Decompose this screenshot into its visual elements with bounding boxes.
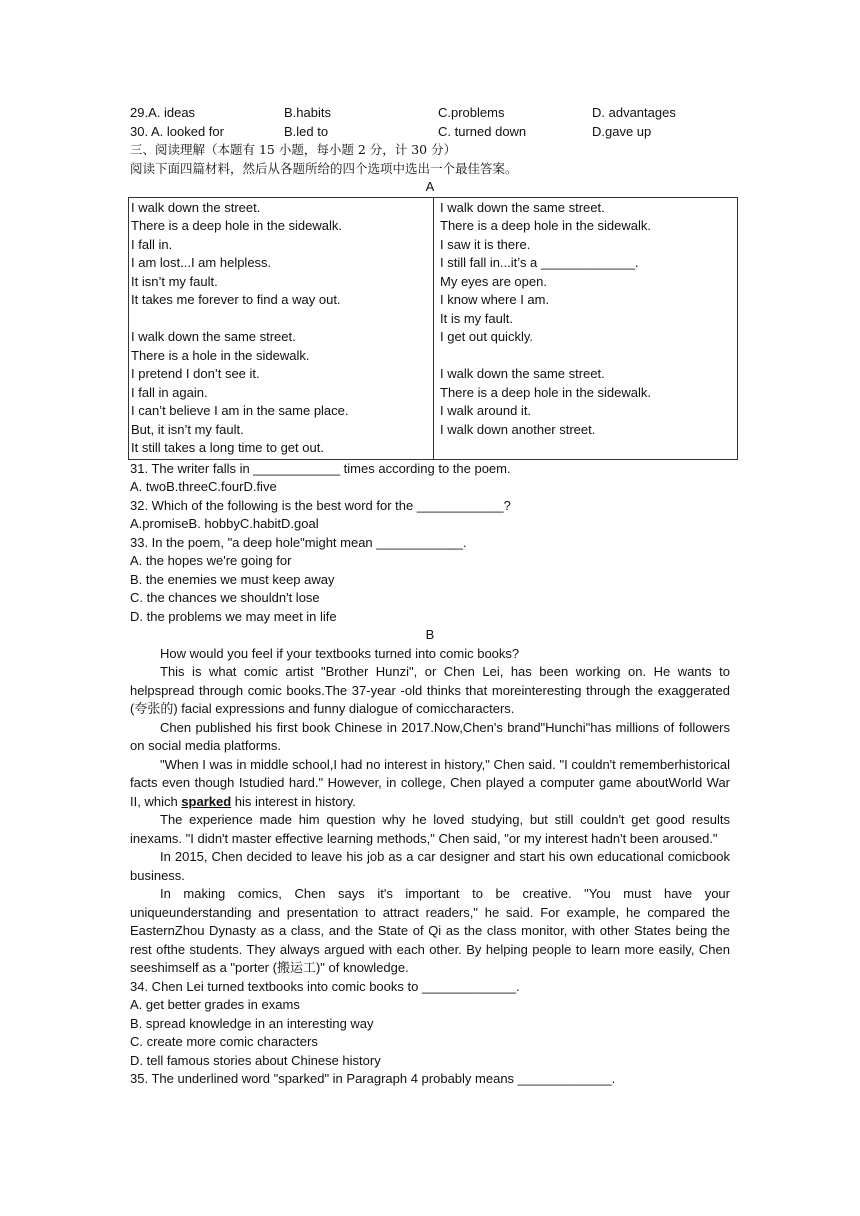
poem-left-line: I fall in. xyxy=(131,236,173,252)
q29-option-c: C.problems xyxy=(438,105,505,120)
q30-option-b: B.led to xyxy=(284,123,329,139)
poem-right-line: I walk down the same street. xyxy=(440,199,605,215)
question-35 xyxy=(130,1070,730,1089)
poem-left-line: I am lost...I am helpless. xyxy=(131,255,272,270)
poem-left-line: There is a deep hole in the sidewalk. xyxy=(131,218,343,233)
poem-left-line: I walk down the same street. xyxy=(131,329,296,344)
underlined-word-sparked: sparked xyxy=(181,793,232,809)
poem-left-line: But, it isn’t my fault. xyxy=(131,421,244,437)
q30-option-a: 30. A. looked for xyxy=(130,123,224,139)
poem-right-line: I walk down the same street. xyxy=(440,366,605,381)
passage-b-paragraph-5: The experience made him question why he loved studying, but still couldn't get good results inexams. "I didn't master effective learning methods," Chen said, "or my interest hadn't been aroused." xyxy=(130,812,730,846)
question-34 xyxy=(130,978,730,1071)
q33-option-c: C. the chances we shouldn't lose xyxy=(130,590,320,605)
question-32 xyxy=(130,497,730,534)
poem-right-line xyxy=(440,347,737,366)
poem-left-line xyxy=(131,310,433,329)
poem-left-column xyxy=(129,198,433,459)
paragraph-4-text-after: his interest in history. xyxy=(231,793,356,809)
poem-right-line: My eyes are open. xyxy=(440,273,547,289)
passage-b xyxy=(130,645,730,978)
paragraph-4-text-before: "When I was in middle school,I had no interest in history," Chen said. "I couldn't rememberhistorical facts even though Istudied hard." However, in college, Chen played a computer game aboutWorld War II, which xyxy=(130,756,730,809)
passage-b-paragraph-4 xyxy=(130,756,730,812)
q32-options: A.promiseB. hobbyC.habitD.goal xyxy=(130,516,319,531)
poem-left-line: It takes me forever to find a way out. xyxy=(131,292,341,307)
poem-left-line: I fall in again. xyxy=(131,384,208,400)
question-33 xyxy=(130,534,730,627)
q31-stem: 31. The writer falls in ____________ times according to the poem. xyxy=(130,460,511,476)
poem-right-line: I walk around it. xyxy=(440,403,532,418)
q33-option-b: B. the enemies we must keep away xyxy=(130,571,335,587)
q34-option-d: D. tell famous stories about Chinese history xyxy=(130,1052,381,1068)
q34-stem: 34. Chen Lei turned textbooks into comic books to _____________. xyxy=(130,978,520,994)
q34-option-c: C. create more comic characters xyxy=(130,1034,318,1049)
q30-option-d: D.gave up xyxy=(592,123,652,139)
q30-option-c: C. turned down xyxy=(438,123,527,139)
passage-b-paragraph-1: How would you feel if your textbooks turned into comic books? xyxy=(160,645,520,661)
q34-option-a: A. get better grades in exams xyxy=(130,997,300,1012)
exam-page xyxy=(130,104,730,1089)
poem-left-line: It isn’t my fault. xyxy=(131,273,218,289)
poem-right-line: I get out quickly. xyxy=(440,329,533,344)
poem-left-line: There is a hole in the sidewalk. xyxy=(131,347,310,363)
q33-stem: 33. In the poem, "a deep hole"might mean ____________. xyxy=(130,534,467,550)
poem-left-line: I pretend I don’t see it. xyxy=(131,366,260,381)
passage-b-paragraph-3: Chen published his first book Chinese in 2017.Now,Chen's brand"Hunchi"has millions of followers on social media platforms. xyxy=(130,719,730,753)
poem-right-line: It is my fault. xyxy=(440,310,513,326)
q29-option-b: B.habits xyxy=(284,105,331,120)
passage-a-label: A xyxy=(425,179,435,194)
poem-right-column xyxy=(433,198,737,459)
poem-right-line: I saw it is there. xyxy=(440,236,531,252)
q33-option-d: D. the problems we may meet in life xyxy=(130,608,337,624)
passage-b-paragraph-6: In 2015, Chen decided to leave his job as a car designer and start his own educational comicbook business. xyxy=(130,849,730,883)
passage-b-label: B xyxy=(425,627,435,642)
q31-options: A. twoB.threeC.fourD.five xyxy=(130,479,277,494)
q35-stem: 35. The underlined word "sparked" in Paragraph 4 probably means _____________. xyxy=(130,1071,616,1086)
q29-option-a: 29.A. ideas xyxy=(130,105,196,120)
question-29 xyxy=(130,104,730,123)
poem-left-line: I can’t believe I am in the same place. xyxy=(131,403,349,418)
poem-right-line: I still fall in...it’s a _____________. xyxy=(440,255,639,270)
q34-option-b: B. spread knowledge in an interesting way xyxy=(130,1015,374,1031)
poem-left-line: I walk down the street. xyxy=(131,199,261,215)
passage-b-paragraph-7: In making comics, Chen says it's important to be creative. "You must have your uniqueunderstanding and presentation to attract readers," he said. For example, he compared the EasternZhou Dynasty as a class, and the State of Qi as the class monitor, with other States being the rest ofthe students. They always argued with each other. By helping people to learn more easily, Chen seeshimself as a "porter (搬运工)" of knowledge. xyxy=(130,886,730,975)
question-31 xyxy=(130,460,730,497)
poem-table xyxy=(128,197,738,460)
passage-b-paragraph-2: This is what comic artist "Brother Hunzi", or Chen Lei, has been working on. He wants to helpspread through comic books.The 37-year -old thinks that moreinteresting through the exaggerated (夸张的) facial expressions and funny dialogue of comiccharacters. xyxy=(130,664,730,716)
poem-right-line: There is a deep hole in the sidewalk. xyxy=(440,218,652,233)
q32-stem: 32. Which of the following is the best word for the ____________? xyxy=(130,497,511,513)
poem-right-line: I know where I am. xyxy=(440,292,550,307)
poem-right-line: There is a deep hole in the sidewalk. xyxy=(440,384,652,400)
section-3-instructions: 阅读下面四篇材料，然后从各题所给的四个选项中选出一个最佳答案。 xyxy=(130,160,518,176)
poem-left-line: It still takes a long time to get out. xyxy=(131,440,324,455)
section-3-title: 三、阅读理解（本题有 15 小题，每小题 2 分，计 30 分） xyxy=(130,142,457,157)
question-30 xyxy=(130,123,730,142)
q33-option-a: A. the hopes we're going for xyxy=(130,553,292,568)
poem-right-line: I walk down another street. xyxy=(440,421,596,437)
q29-option-d: D. advantages xyxy=(592,105,676,120)
